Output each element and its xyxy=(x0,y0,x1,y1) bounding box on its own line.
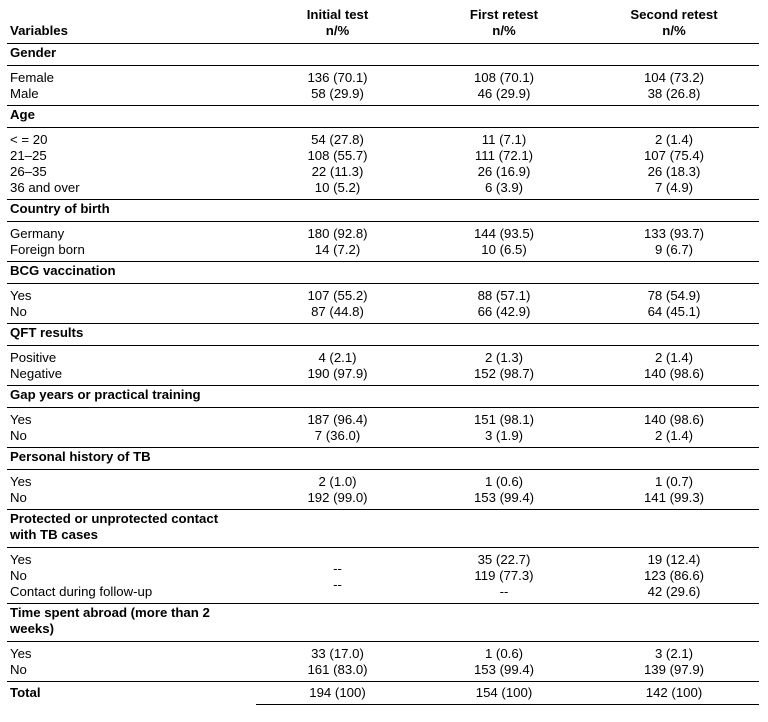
cell-first-retest: 1 (0.6) xyxy=(484,646,524,661)
section-time-abroad xyxy=(7,604,759,642)
table-row xyxy=(7,662,759,682)
section-title: QFT results xyxy=(7,324,759,346)
cell-first-retest: 66 (42.9) xyxy=(419,304,589,324)
cell-second-retest: 42 (29.6) xyxy=(589,584,759,604)
section-title: BCG vaccination xyxy=(7,262,759,284)
table-row xyxy=(7,284,759,305)
cell-first-retest: 111 (72.1) xyxy=(474,148,534,163)
cell-initial: 194 (100) xyxy=(256,682,419,705)
table-row xyxy=(7,568,759,584)
cell-second-retest: 64 (45.1) xyxy=(589,304,759,324)
total-label: Total xyxy=(10,685,41,700)
header-first-retest xyxy=(419,5,589,44)
cell-first-retest: 35 (22.7) xyxy=(477,552,531,567)
row-label: No xyxy=(7,428,256,448)
cell-initial: 54 (27.8) xyxy=(311,132,364,147)
table-row xyxy=(7,408,759,429)
cell-initial: 136 (70.1) xyxy=(307,70,368,85)
cell-initial: 33 (17.0) xyxy=(311,646,364,661)
row-label: Yes xyxy=(10,474,32,489)
row-label: 21–25 xyxy=(10,148,47,163)
cell-first-retest: 144 (93.5) xyxy=(473,226,535,241)
cell-initial: 180 (92.8) xyxy=(307,226,368,241)
section-title-line1: Protected or unprotected contact xyxy=(10,511,219,526)
cell-second-retest: 2 (1.4) xyxy=(589,428,759,448)
cell-initial: 10 (5.2) xyxy=(256,180,419,200)
table-row xyxy=(7,470,759,491)
cell-second-retest: 123 (86.6) xyxy=(643,568,705,583)
cell-initial: 192 (99.0) xyxy=(256,490,419,510)
cell-first-retest: 88 (57.1) xyxy=(477,288,531,303)
cell-second-retest: 140 (98.6) xyxy=(589,366,759,386)
table-row xyxy=(7,428,759,448)
row-label: Yes xyxy=(10,288,32,303)
cell-initial: 107 (55.2) xyxy=(307,288,368,303)
cell-initial xyxy=(256,561,419,592)
row-label: No xyxy=(7,662,256,682)
cell-second-retest: 141 (99.3) xyxy=(589,490,759,510)
header-first-retest-unit: n/% xyxy=(492,23,516,38)
row-label: No xyxy=(7,304,256,324)
section-title: Personal history of TB xyxy=(7,448,759,470)
cell-first-retest: 153 (99.4) xyxy=(419,490,589,510)
cell-initial: 190 (97.9) xyxy=(256,366,419,386)
row-label: < = 20 xyxy=(10,132,48,147)
row-label: Yes xyxy=(10,646,32,661)
row-label: Yes xyxy=(10,552,32,567)
cell-second-retest: 142 (100) xyxy=(589,682,759,705)
row-label: No xyxy=(10,568,27,583)
cell-first-retest: 151 (98.1) xyxy=(473,412,535,427)
cell-first-retest: 154 (100) xyxy=(419,682,589,705)
cell-first-retest: 108 (70.1) xyxy=(473,70,535,85)
cell-second-retest: 7 (4.9) xyxy=(589,180,759,200)
header-second-retest-unit: n/% xyxy=(662,23,686,38)
cell-second-retest: 9 (6.7) xyxy=(589,242,759,262)
row-label: 36 and over xyxy=(7,180,256,200)
row-label: No xyxy=(7,490,256,510)
cell-initial: 108 (55.7) xyxy=(307,148,368,163)
row-label: Foreign born xyxy=(7,242,256,262)
cell-first-retest: 119 (77.3) xyxy=(474,568,534,583)
cell-second-retest: 140 (98.6) xyxy=(643,412,705,427)
cell-initial: 161 (83.0) xyxy=(256,662,419,682)
cell-initial: 14 (7.2) xyxy=(256,242,419,262)
section-qft-results xyxy=(7,324,759,346)
section-personal-history-tb xyxy=(7,448,759,470)
cell-first-retest: 46 (29.9) xyxy=(419,86,589,106)
table-row xyxy=(7,222,759,243)
table-row xyxy=(7,490,759,510)
table-row xyxy=(7,86,759,106)
section-bcg-vaccination xyxy=(7,262,759,284)
cell-second-retest: 2 (1.4) xyxy=(654,350,694,365)
cell-initial-dash: -- xyxy=(333,577,342,592)
row-label: Male xyxy=(7,86,256,106)
header-initial-test-unit: n/% xyxy=(325,23,350,38)
cell-initial: 22 (11.3) xyxy=(311,164,364,179)
cell-second-retest: 104 (73.2) xyxy=(643,70,705,85)
row-label: 26–35 xyxy=(10,164,47,179)
cell-second-retest: 38 (26.8) xyxy=(589,86,759,106)
section-title xyxy=(7,510,759,548)
section-title: Gender xyxy=(7,44,759,66)
cell-initial: 187 (96.4) xyxy=(307,412,368,427)
row-label: Contact during follow-up xyxy=(7,584,256,604)
table-row xyxy=(7,346,759,367)
cell-first-retest: 153 (99.4) xyxy=(419,662,589,682)
cell-initial-dash: -- xyxy=(333,561,342,576)
section-title-line1: Time spent abroad (more than 2 xyxy=(10,605,210,620)
row-label: Yes xyxy=(10,412,32,427)
cell-second-retest: 3 (2.1) xyxy=(654,646,694,661)
total-row xyxy=(7,682,759,705)
section-title: Age xyxy=(7,106,759,128)
table-row xyxy=(7,128,759,149)
cell-second-retest: 139 (97.9) xyxy=(589,662,759,682)
cell-second-retest: 26 (18.3) xyxy=(647,164,701,179)
section-title: Gap years or practical training xyxy=(7,386,759,408)
section-contact-tb-cases xyxy=(7,510,759,548)
row-label: Positive xyxy=(10,350,57,365)
table-row xyxy=(7,180,759,200)
cell-second-retest: 19 (12.4) xyxy=(647,552,701,567)
table-row xyxy=(7,304,759,324)
cell-first-retest: 2 (1.3) xyxy=(484,350,524,365)
section-gap-years xyxy=(7,386,759,408)
cell-second-retest: 1 (0.7) xyxy=(654,474,694,489)
cell-first-retest: 11 (7.1) xyxy=(481,132,527,147)
header-first-retest-label: First retest xyxy=(469,7,539,22)
table-row xyxy=(7,164,759,180)
table-row xyxy=(7,366,759,386)
cell-initial: 7 (36.0) xyxy=(256,428,419,448)
cell-initial: 2 (1.0) xyxy=(318,474,357,489)
cell-initial: 87 (44.8) xyxy=(256,304,419,324)
results-table xyxy=(7,5,759,705)
cell-first-retest: 10 (6.5) xyxy=(419,242,589,262)
row-label: Female xyxy=(10,70,54,85)
cell-second-retest: 133 (93.7) xyxy=(643,226,705,241)
cell-initial: 4 (2.1) xyxy=(318,350,357,365)
header-initial-test-label: Initial test xyxy=(306,7,369,22)
section-title-line2: weeks) xyxy=(10,621,54,636)
row-label: Germany xyxy=(10,226,65,241)
cell-first-retest: 1 (0.6) xyxy=(484,474,524,489)
header-row xyxy=(7,5,759,44)
section-country-of-birth xyxy=(7,200,759,222)
cell-second-retest: 78 (54.9) xyxy=(647,288,701,303)
section-title: Country of birth xyxy=(7,200,759,222)
cell-first-retest: 3 (1.9) xyxy=(419,428,589,448)
section-gender xyxy=(7,44,759,66)
table-row xyxy=(7,242,759,262)
cell-second-retest: 107 (75.4) xyxy=(643,148,705,163)
cell-second-retest: 2 (1.4) xyxy=(654,132,694,147)
table-row xyxy=(7,66,759,87)
section-age xyxy=(7,106,759,128)
header-second-retest-label: Second retest xyxy=(630,7,718,22)
row-label: Negative xyxy=(7,366,256,386)
section-title xyxy=(7,604,759,642)
header-variables: Variables xyxy=(7,5,256,44)
header-initial-test xyxy=(256,5,419,44)
section-title-line2: with TB cases xyxy=(10,527,98,542)
cell-first-retest: 6 (3.9) xyxy=(419,180,589,200)
cell-first-retest: 152 (98.7) xyxy=(419,366,589,386)
cell-first-retest: -- xyxy=(419,584,589,604)
table-row xyxy=(7,148,759,164)
cell-initial: 58 (29.9) xyxy=(256,86,419,106)
table-row xyxy=(7,642,759,663)
cell-first-retest: 26 (16.9) xyxy=(477,164,531,179)
header-second-retest xyxy=(589,5,759,44)
